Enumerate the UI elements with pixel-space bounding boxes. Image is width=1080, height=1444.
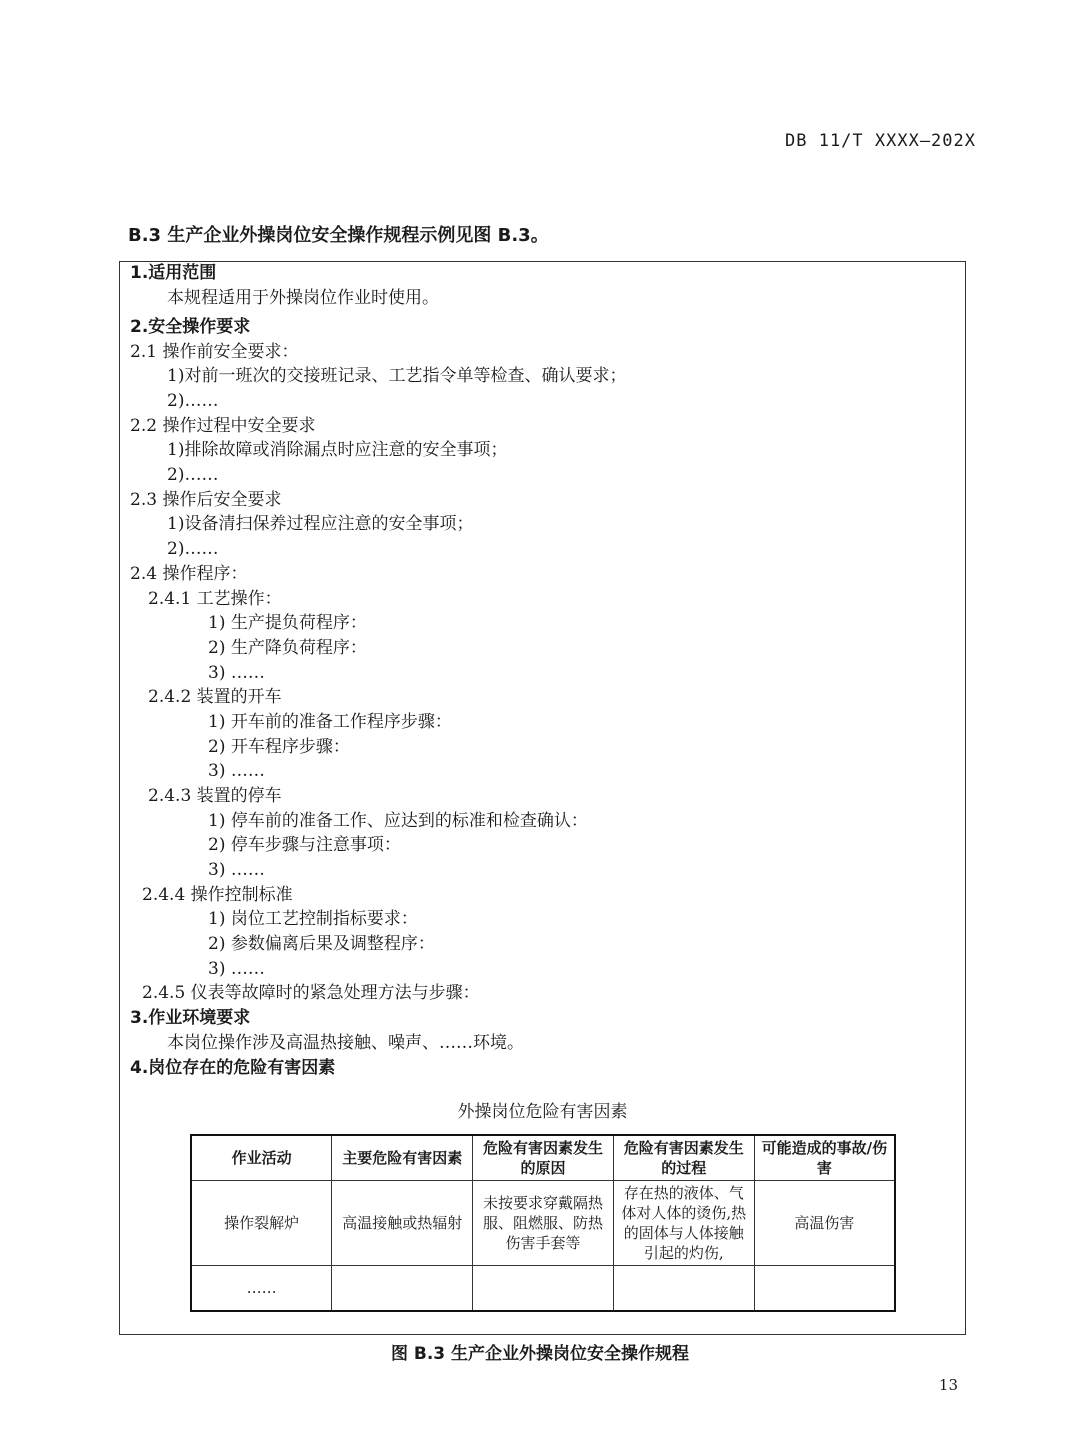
table-header-cell: 主要危险有害因素 — [332, 1135, 473, 1181]
table-header-row — [191, 1135, 895, 1181]
procedure-line: 2.4.3 装置的停车 — [148, 786, 282, 806]
procedure-line: 2.4.5 仪表等故障时的紧急处理方法与步骤： — [142, 983, 480, 1003]
procedure-line: 2)…… — [167, 465, 219, 485]
procedure-line: 2) 停车步骤与注意事项： — [208, 835, 401, 855]
procedure-line: 1)对前一班次的交接班记录、工艺指令单等检查、确认要求； — [167, 366, 627, 386]
table-header-cell: 危险有害因素发生的原因 — [473, 1135, 614, 1181]
table-row — [191, 1266, 895, 1312]
table-cell: 高温伤害 — [754, 1181, 895, 1266]
section-heading: B.3 生产企业外操岗位安全操作规程示例见图 B.3。 — [128, 225, 549, 246]
procedure-line: 1)排除故障或消除漏点时应注意的安全事项； — [167, 440, 508, 460]
procedure-line: 2.3 操作后安全要求 — [130, 490, 282, 510]
heading-hazards: 4.岗位存在的危险有害因素 — [130, 1058, 336, 1078]
procedure-frame — [119, 261, 966, 1335]
procedure-line: 本规程适用于外操岗位作业时使用。 — [167, 288, 439, 308]
procedure-line: 2.4.1 工艺操作： — [148, 589, 282, 609]
heading-safety-requirements: 2.安全操作要求 — [130, 317, 251, 337]
table-header-cell: 可能造成的事故/伤害 — [754, 1135, 895, 1181]
table-cell: 操作裂解炉 — [191, 1181, 332, 1266]
table-cell: …… — [191, 1266, 332, 1312]
procedure-line: 2.2 操作过程中安全要求 — [130, 416, 316, 436]
table-cell: 存在热的液体、气体对人体的烫伤,热的固体与人体接触引起的灼伤, — [613, 1181, 754, 1266]
table-cell: 高温接触或热辐射 — [332, 1181, 473, 1266]
table-cell: 未按要求穿戴隔热服、阻燃服、防热伤害手套等 — [473, 1181, 614, 1266]
table-cell — [473, 1266, 614, 1312]
procedure-line: 2) 参数偏离后果及调整程序： — [208, 934, 435, 954]
procedure-line: 3) …… — [208, 663, 265, 683]
hazard-table — [190, 1134, 896, 1312]
hazard-table-title: 外操岗位危险有害因素 — [457, 1102, 628, 1122]
heading-scope: 1.适用范围 — [130, 263, 217, 283]
procedure-line: 2)…… — [167, 391, 219, 411]
procedure-line: 2)…… — [167, 539, 219, 559]
table-cell — [613, 1266, 754, 1312]
table-header-cell: 危险有害因素发生的过程 — [613, 1135, 754, 1181]
procedure-line: 本岗位操作涉及高温热接触、噪声、……环境。 — [167, 1033, 524, 1053]
procedure-line: 3) …… — [208, 860, 265, 880]
figure-caption: 图 B.3 生产企业外操岗位安全操作规程 — [390, 1344, 690, 1364]
heading-environment: 3.作业环境要求 — [130, 1008, 251, 1028]
standard-code: DB 11/T XXXX—202X — [785, 131, 976, 151]
table-cell — [754, 1266, 895, 1312]
procedure-line: 1) 停车前的准备工作、应达到的标准和检查确认： — [208, 811, 588, 831]
procedure-line: 2) 开车程序步骤： — [208, 737, 350, 757]
procedure-line: 2.4 操作程序： — [130, 564, 248, 584]
procedure-line: 2.4.4 操作控制标准 — [142, 885, 293, 905]
page-number: 13 — [938, 1376, 958, 1394]
table-row — [191, 1181, 895, 1266]
procedure-line: 1) 生产提负荷程序： — [208, 613, 367, 633]
procedure-line: 2.4.2 装置的开车 — [148, 687, 282, 707]
procedure-line: 2.1 操作前安全要求： — [130, 342, 299, 362]
procedure-line: 3) …… — [208, 761, 265, 781]
table-cell — [332, 1266, 473, 1312]
table-header-cell: 作业活动 — [191, 1135, 332, 1181]
procedure-line: 3) …… — [208, 959, 265, 979]
procedure-line: 1)设备清扫保养过程应注意的安全事项； — [167, 514, 474, 534]
procedure-line: 1) 开车前的准备工作程序步骤： — [208, 712, 452, 732]
procedure-line: 2) 生产降负荷程序： — [208, 638, 367, 658]
procedure-line: 1) 岗位工艺控制指标要求： — [208, 909, 418, 929]
